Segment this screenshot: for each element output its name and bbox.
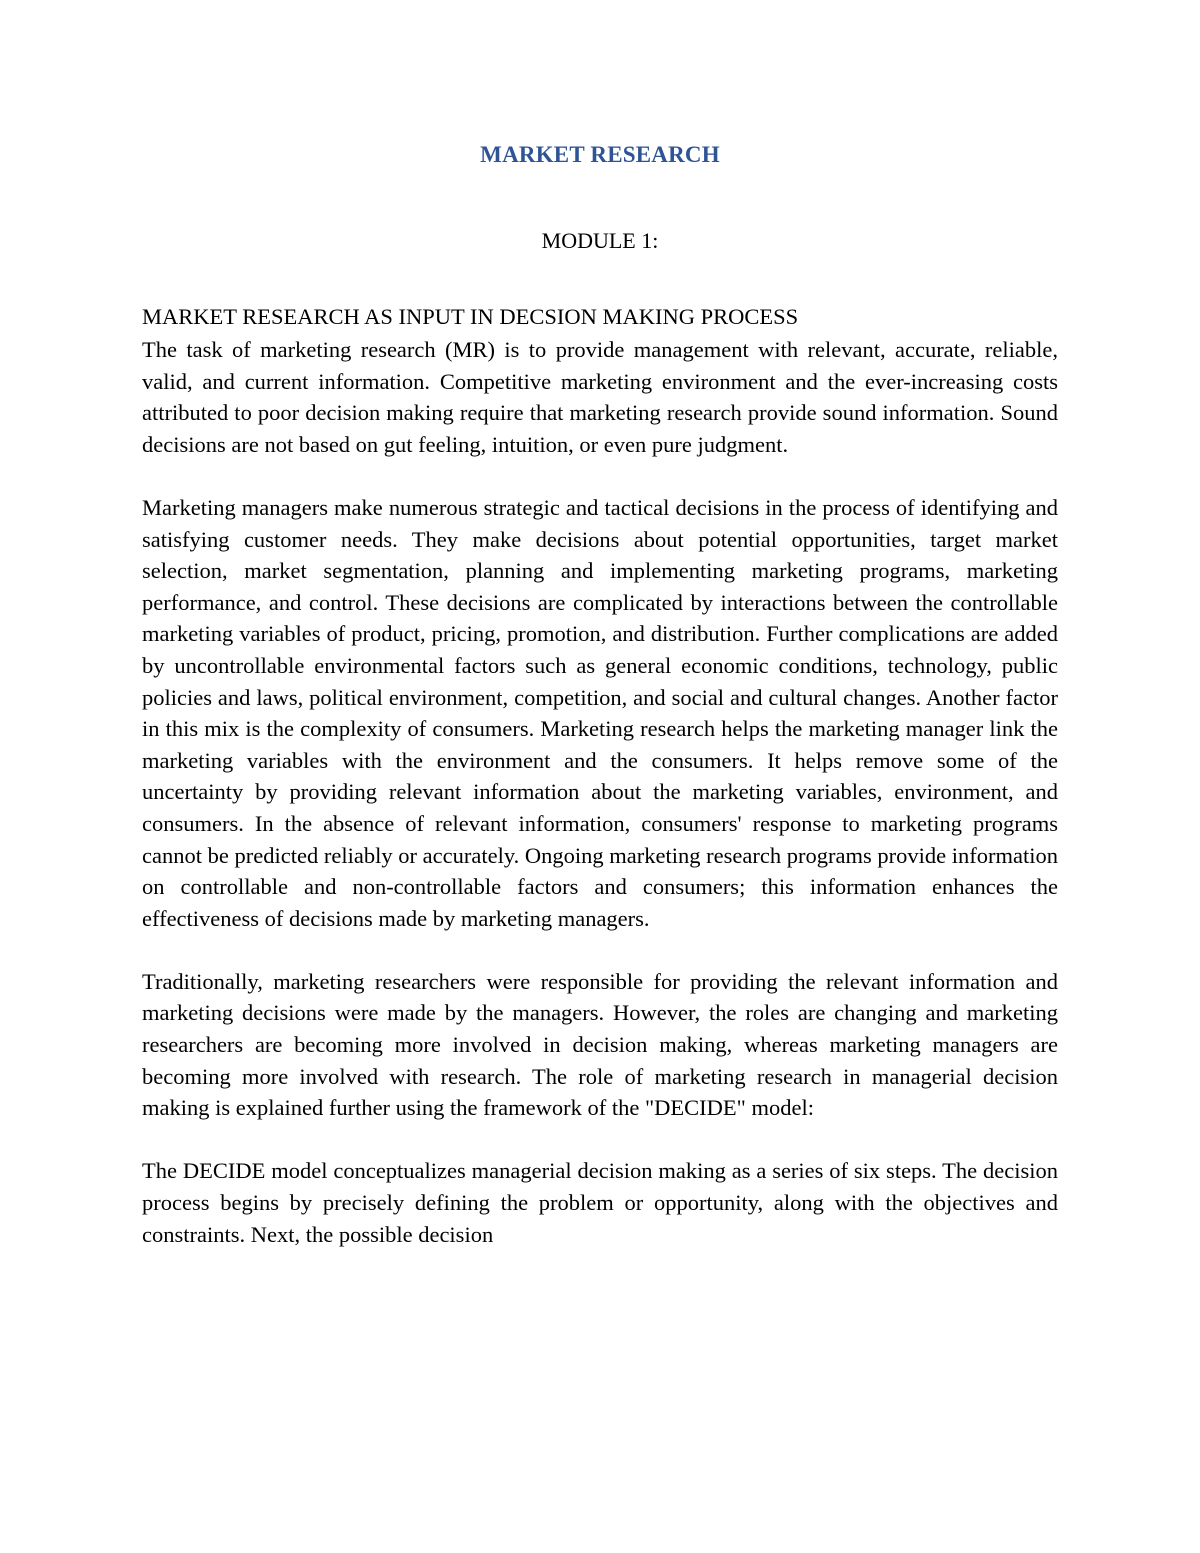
paragraph-2: Marketing managers make numerous strategic and tactical decisions in the process of identifying and satisfying customer needs. They make decisions about potential opportunities, target market selection, market segmentation, planning and implementing marketing programs, marketing performance, and control. These decisions are complicated by interactions between the controllable marketing variables of product, pricing, promotion, and distribution. Further complications are added by uncontrollable environmental factors such as general economic conditions, technology, public policies and laws, political environment, competition, and social and cultural changes. Another factor in this mix is the complexity of consumers. Marketing research helps the marketing manager link the marketing variables with the environment and the consumers. It helps remove some of the uncertainty by providing relevant information about the marketing variables, environment, and consumers. In the absence of relevant information, consumers' response to marketing programs cannot be predicted reliably or accurately. Ongoing marketing research programs provide information on controllable and non-controllable factors and consumers; this information enhances the effectiveness of decisions made by marketing managers. <box>142 494 1058 931</box>
section-heading: MARKET RESEARCH AS INPUT IN DECSION MAKING PROCESS <box>142 304 799 329</box>
document-body <box>142 300 1058 1250</box>
document-title: MARKET RESEARCH <box>480 142 720 167</box>
paragraph-4: The DECIDE model conceptualizes managerial decision making as a series of six steps. The decision process begins by precisely defining the problem or opportunity, along with the objectives and constraints. Next, the possible decision <box>142 1158 1058 1247</box>
paragraph-1: The task of marketing research (MR) is to provide management with relevant, accurate, reliable, valid, and current information. Competitive marketing environment and the ever-increasing costs attributed to poor decision making require that marketing research provide sound information. Sound decisions are not based on gut feeling, intuition, or even pure judgment. <box>142 337 1058 457</box>
module-heading: MODULE 1: <box>541 228 659 253</box>
paragraph-3: Traditionally, marketing researchers were responsible for providing the relevant information and marketing decisions were made by the managers. However, the roles are changing and marketing researchers are becoming more involved in decision making, whereas marketing managers are becoming more involved with research. The role of marketing research in managerial decision making is explained further using the framework of the "DECIDE" model: <box>142 968 1058 1121</box>
